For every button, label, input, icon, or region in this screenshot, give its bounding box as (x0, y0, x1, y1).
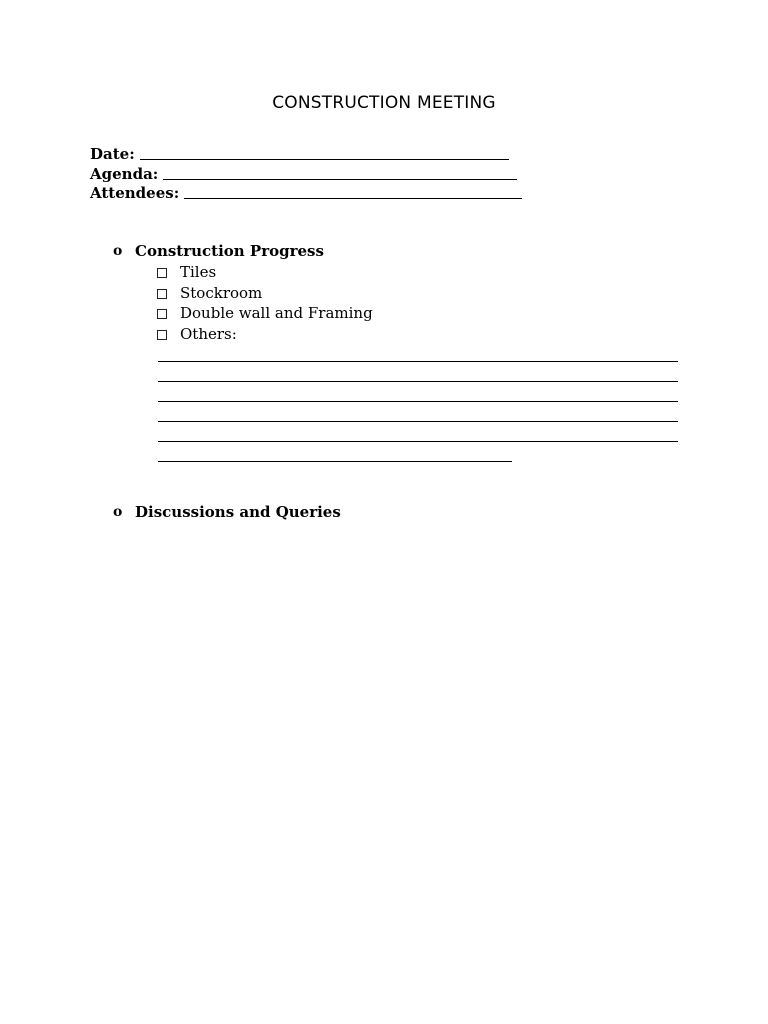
section-bullet: o (113, 504, 123, 520)
checklist-item-label: Others: (180, 325, 237, 343)
checklist-item-stockroom (157, 283, 262, 303)
attendees-label: Attendees: (90, 184, 180, 202)
others-blank-line (158, 401, 678, 402)
others-blank-line (158, 361, 678, 362)
date-label: Date: (90, 145, 135, 163)
agenda-label: Agenda: (90, 165, 159, 183)
attendees-field (90, 182, 522, 202)
agenda-field (90, 163, 517, 183)
section-discussions-queries (113, 502, 341, 522)
checklist-item-label: Stockroom (180, 284, 263, 302)
date-blank-line (140, 145, 509, 160)
checklist-item-tiles (157, 262, 216, 282)
document-title: CONSTRUCTION MEETING (272, 93, 496, 113)
date-field (90, 143, 509, 163)
attendees-blank-line (184, 184, 522, 199)
agenda-blank-line (163, 165, 517, 180)
checklist-item-others (157, 324, 237, 344)
checklist-item-label: Tiles (180, 263, 217, 281)
others-blank-line (158, 441, 678, 442)
section-heading: Discussions and Queries (135, 503, 341, 521)
checklist-item-label: Double wall and Framing (180, 304, 373, 322)
checkbox-icon (157, 330, 167, 340)
others-blank-line (158, 461, 512, 462)
others-blank-line (158, 421, 678, 422)
checkbox-icon (157, 289, 167, 299)
section-heading: Construction Progress (135, 242, 324, 260)
checklist-item-double-wall (157, 303, 373, 323)
checkbox-icon (157, 268, 167, 278)
others-blank-line (158, 381, 678, 382)
section-construction-progress (113, 241, 324, 261)
checkbox-icon (157, 309, 167, 319)
section-bullet: o (113, 243, 123, 259)
